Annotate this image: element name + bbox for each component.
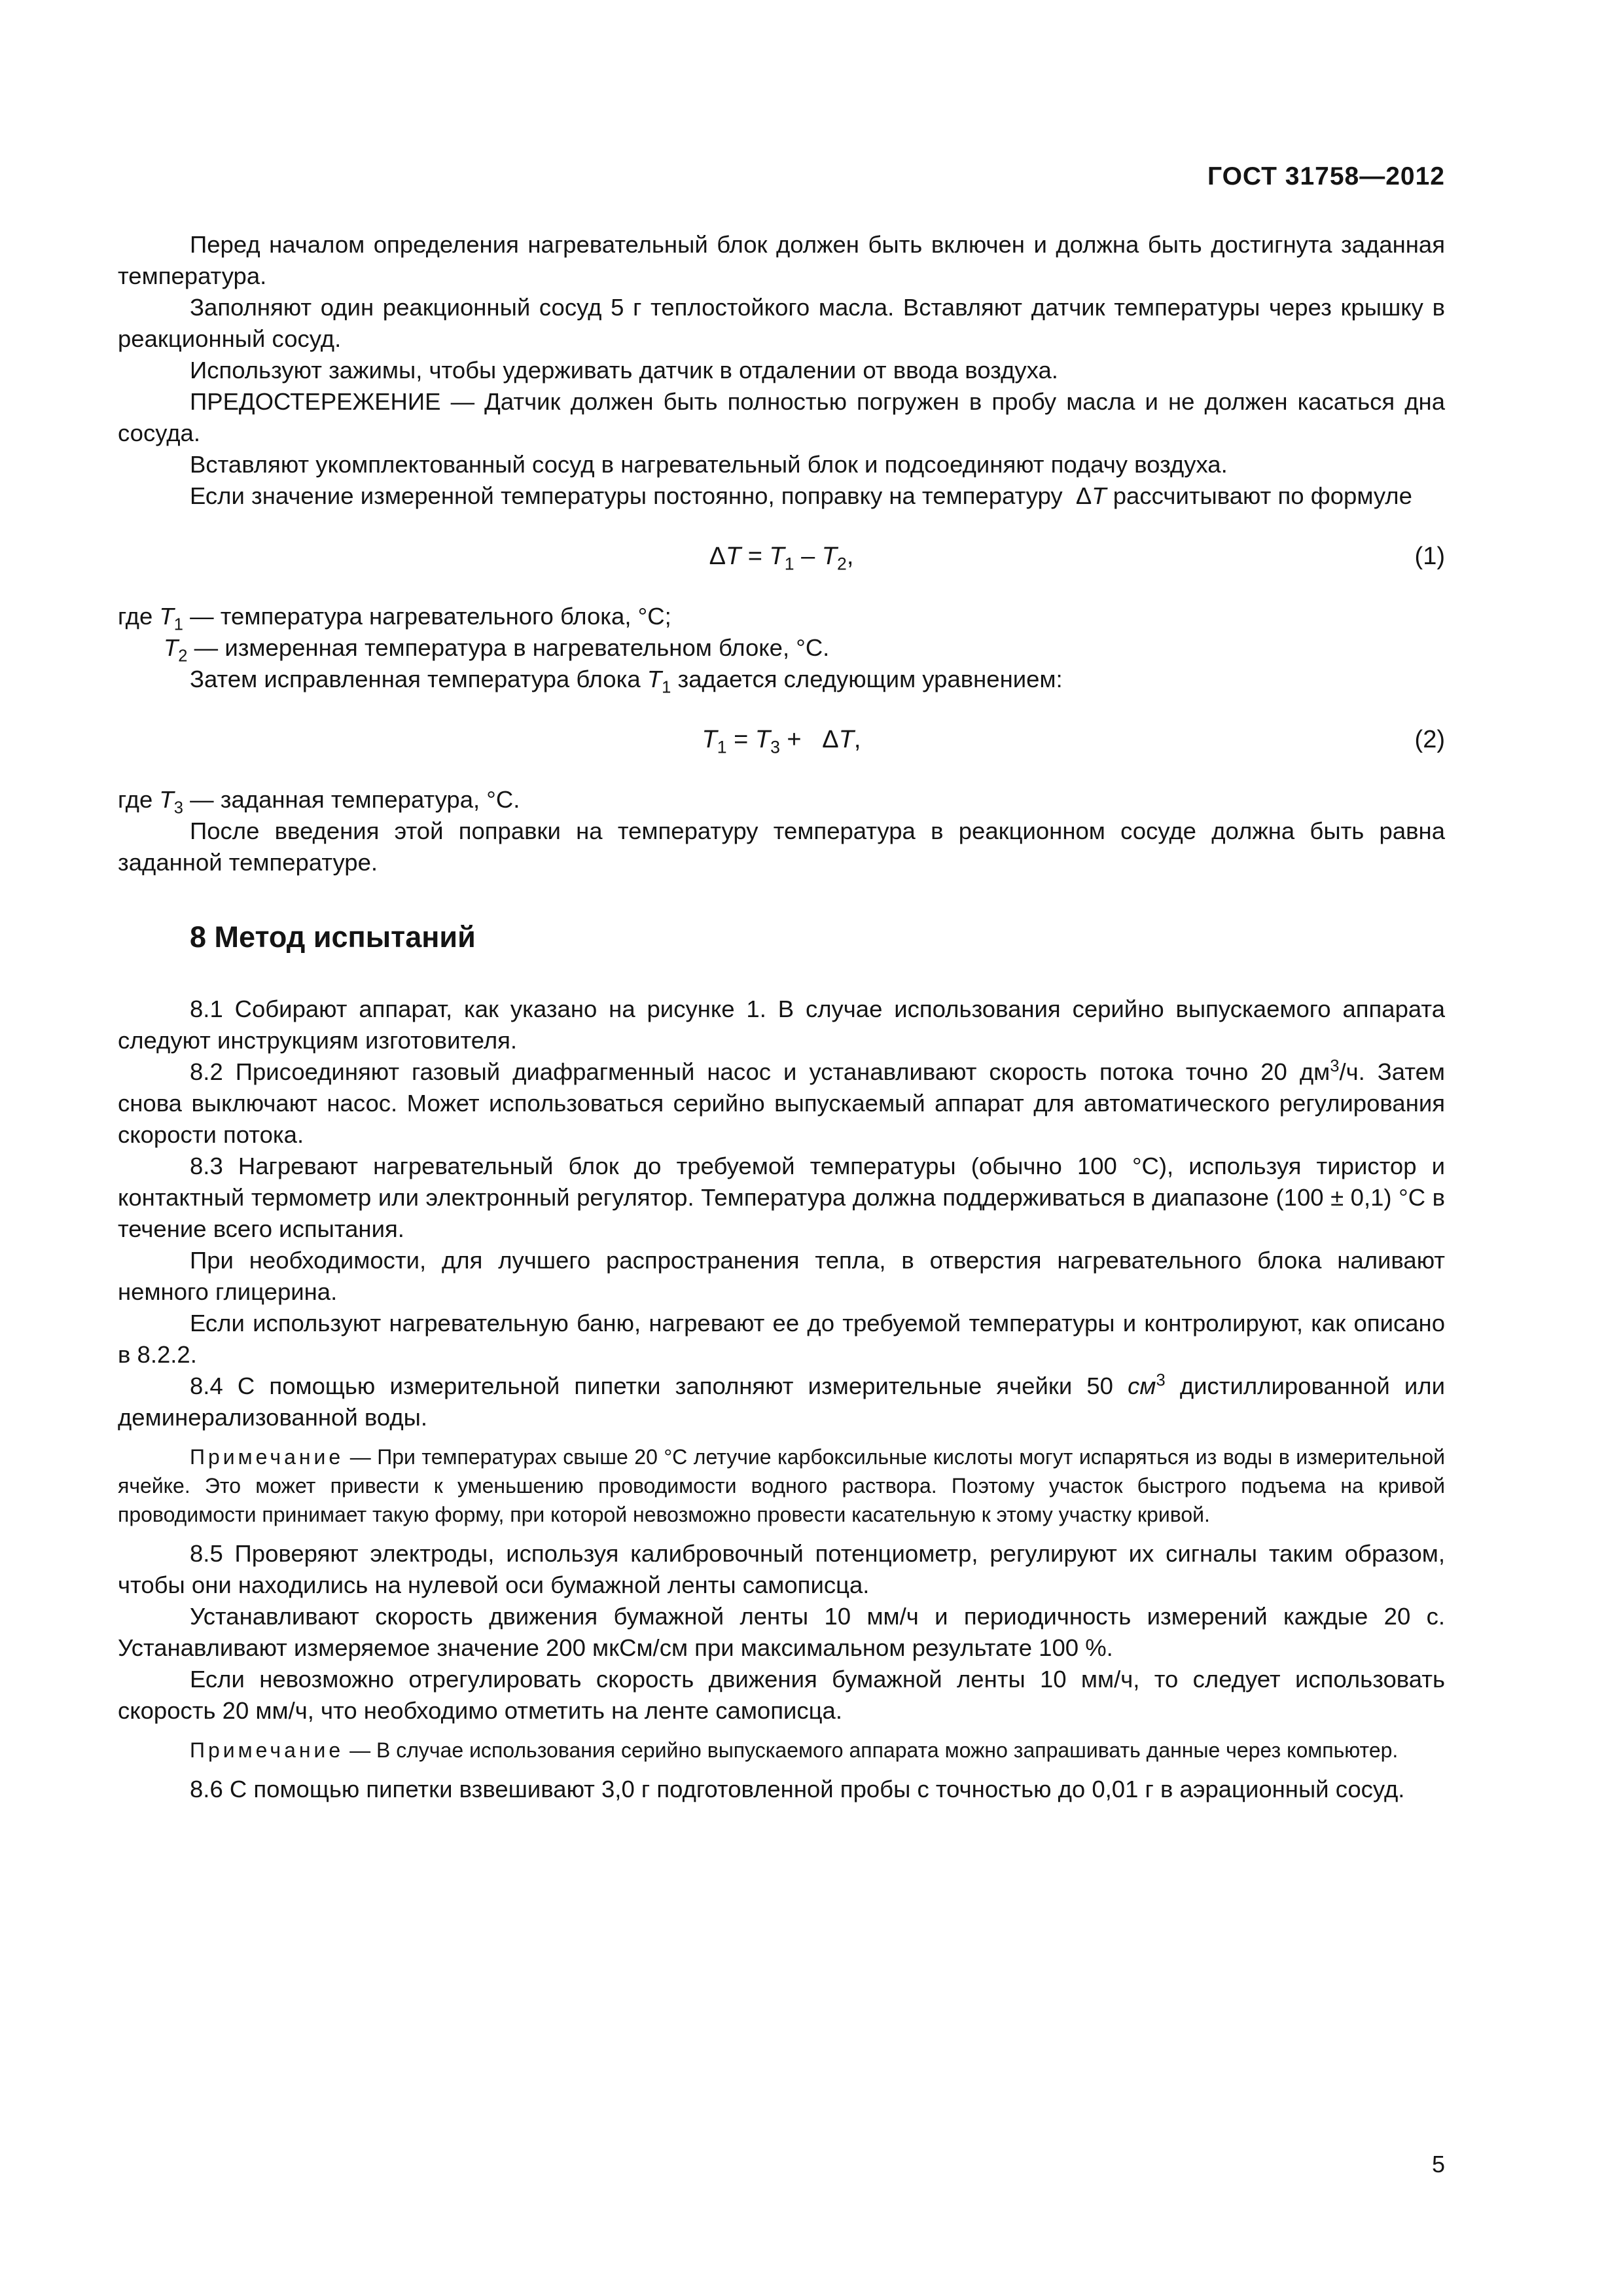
where-t2: $T_2$ — измеренная температура в нагревательном блоке, °С.	[164, 634, 830, 666]
where-t3: где $T_3$ — заданная температура, °С.	[118, 786, 520, 817]
item-8-3-bath: Если используют нагревательную баню, нагревают ее до требуемой температуры и контролируют, как описано в 8.2.2.	[118, 1310, 1445, 1368]
equation-2-formula: $T_1 = T_3 + \Delta T$,	[702, 726, 861, 757]
equation-2-number: (2)	[1414, 726, 1445, 753]
note-2: Примечание — В случае использования серийно выпускаемого аппарата можно запрашивать данные через компьютер.	[190, 1738, 1399, 1762]
item-8-3: 8.3 Нагревают нагревательный блок до требуемой температуры (обычно 100 °С), используя тиристор и контактный термометр или электронный регулятор. Температура должна поддерживаться в диапазоне (100 ± 0,1) °С в течение всего испытания.	[118, 1153, 1445, 1242]
intro-paragraph-6: Если значение измеренной температуры постоянно, поправку на температуру ΔT рассчитывают по формуле	[190, 482, 1412, 509]
item-8-5-alt: Если невозможно отрегулировать скорость движения бумажной ленты 10 мм/ч, то следует использовать скорость 20 мм/ч, что необходимо отметить на ленте самописца.	[118, 1666, 1445, 1724]
item-8-1: 8.1 Собирают аппарат, как указано на рисунке 1. В случае использования серийно выпускаемого аппарата следуют инструкциям изготовителя.	[118, 996, 1445, 1054]
item-8-2: 8.2 Присоединяют газовый диафрагменный насос и устанавливают скорость потока точно 20 $дм^3/ч$. Затем снова выключают насос. Может использоваться серийно выпускаемый аппарат для автоматического регулирования скорости потока.	[118, 1056, 1445, 1148]
intro-paragraph-5: Вставляют укомплектованный сосуд в нагревательный блок и подсоединяют подачу воздуха.	[190, 451, 1228, 478]
then-paragraph: Затем исправленная температура блока $T_1$ задается следующим уравнением:	[190, 666, 1063, 697]
equation-2	[118, 695, 1445, 784]
where-t1: где $T_1$ — температура нагревательного блока, °С;	[118, 603, 671, 634]
page-number: 5	[1431, 2151, 1445, 2178]
item-8-3-glycerin: При необходимости, для лучшего распространения тепла, в отверстия нагревательного блока наливают немного глицерина.	[118, 1247, 1445, 1305]
note-1: Примечание — При температурах свыше 20 °С летучие карбоксильные кислоты могут испаряться из воды в измерительной ячейке. Это может привести к уменьшению проводимости водного раствора. Поэтому участок быстрого подъема на кривой проводимости принимает такую форму, при которой невозможно провести касательную к этому участку кривой.	[118, 1445, 1446, 1526]
item-8-6: 8.6 С помощью пипетки взвешивают 3,0 г подготовленной пробы с точностью до 0,01 г в аэрационный сосуд.	[190, 1776, 1405, 1803]
intro-paragraph-3: Используют зажимы, чтобы удерживать датчик в отдалении от ввода воздуха.	[190, 357, 1058, 384]
item-8-5: 8.5 Проверяют электроды, используя калибровочный потенциометр, регулируют их сигналы таким образом, чтобы они находились на нулевой оси бумажной ленты самописца.	[118, 1540, 1445, 1598]
equation-1	[118, 512, 1445, 601]
correction-paragraph: После введения этой поправки на температуру температура в реакционном сосуде должна быть равна заданной температуре.	[118, 817, 1445, 876]
section-heading: 8 Метод испытаний	[190, 920, 476, 954]
intro-paragraph-2: Заполняют один реакционный сосуд 5 г теплостойкого масла. Вставляют датчик температуры через крышку в реакционный сосуд.	[118, 294, 1445, 352]
document-code-header: ГОСТ 31758—2012	[1207, 162, 1445, 190]
warning-paragraph: ПРЕДОСТЕРЕЖЕНИЕ — Датчик должен быть полностью погружен в пробу масла и не должен касаться дна сосуда.	[118, 388, 1445, 446]
intro-paragraph-1: Перед началом определения нагревательный блок должен быть включен и должна быть достигнута заданная температура.	[118, 231, 1445, 289]
equation-1-number: (1)	[1414, 543, 1445, 570]
item-8-5-speed: Устанавливают скорость движения бумажной ленты 10 мм/ч и периодичность измерений каждые 20 с. Устанавливают измеряемое значение 200 мкСм/см при максимальном результате 100 %.	[118, 1603, 1445, 1661]
document-body	[118, 229, 1445, 1805]
equation-1-formula: $\Delta T = T_1 - T_2$,	[709, 543, 854, 574]
item-8-4: 8.4 С помощью измерительной пипетки заполняют измерительные ячейки 50 $см^3$ дистиллированной или деминерализованной воды.	[118, 1371, 1445, 1431]
